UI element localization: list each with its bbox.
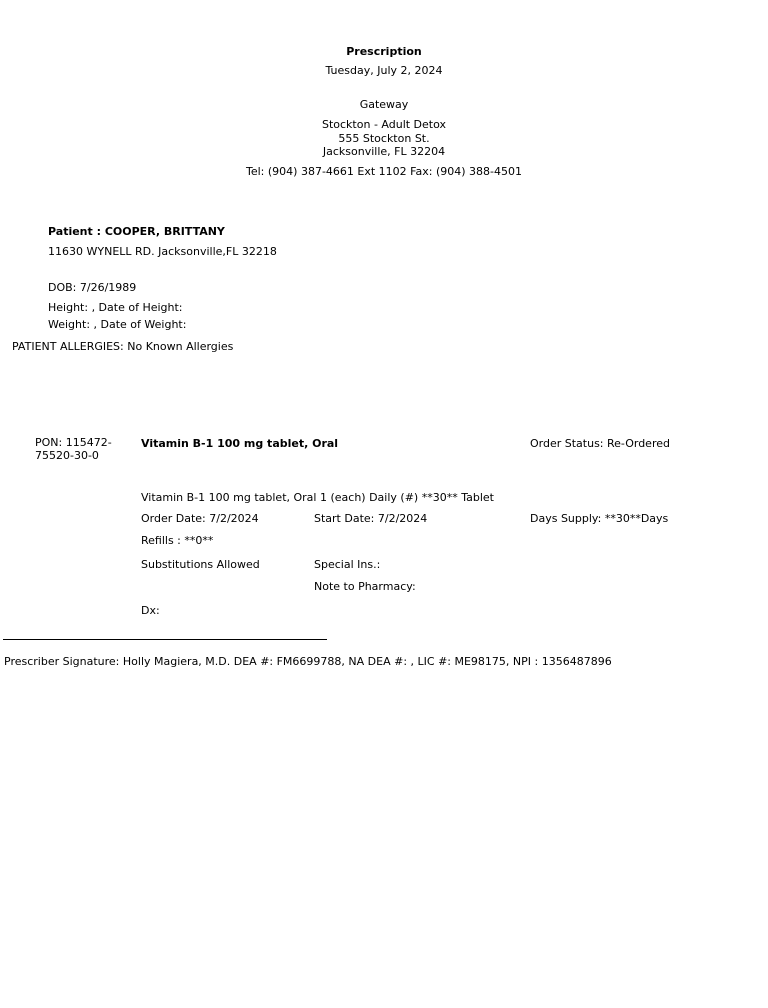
signature-line — [3, 639, 327, 640]
drug-name: Vitamin B-1 100 mg tablet, Oral — [141, 437, 339, 450]
patient-weight: Weight: , Date of Weight: — [48, 318, 187, 331]
pon-line2: 75520-30-0 — [35, 449, 99, 462]
facility-contact: Tel: (904) 387-4661 Ext 1102 Fax: (904) 388-4501 — [246, 165, 522, 178]
days-supply: Days Supply: **30**Days — [530, 512, 669, 525]
special-instructions: Special Ins.: — [314, 558, 381, 571]
prescription-date: Tuesday, July 2, 2024 — [325, 64, 443, 77]
patient-name: Patient : COOPER, BRITTANY — [48, 225, 225, 238]
facility-address-line1: 555 Stockton St. — [338, 132, 430, 145]
prescriber-signature: Prescriber Signature: Holly Magiera, M.D. DEA #: FM6699788, NA DEA #: , LIC #: ME98175, NPI : 1356487896 — [4, 655, 612, 668]
note-to-pharmacy: Note to Pharmacy: — [314, 580, 416, 593]
substitutions: Substitutions Allowed — [141, 558, 260, 571]
order-date: Order Date: 7/2/2024 — [141, 512, 259, 525]
patient-dob: DOB: 7/26/1989 — [48, 281, 137, 294]
facility-name: Stockton - Adult Detox — [321, 118, 447, 131]
document-title: Prescription — [346, 45, 422, 58]
patient-height: Height: , Date of Height: — [48, 301, 183, 314]
refills: Refills : **0** — [141, 534, 214, 547]
patient-address: 11630 WYNELL RD. Jacksonville,FL 32218 — [48, 245, 277, 258]
pon-line1: PON: 115472- — [35, 436, 112, 449]
patient-allergies: PATIENT ALLERGIES: No Known Allergies — [12, 340, 234, 353]
order-status: Order Status: Re-Ordered — [530, 437, 670, 450]
sig-text: Vitamin B-1 100 mg tablet, Oral 1 (each) Daily (#) **30** Tablet — [141, 491, 494, 504]
diagnosis: Dx: — [141, 604, 160, 617]
start-date: Start Date: 7/2/2024 — [314, 512, 428, 525]
facility-address-line2: Jacksonville, FL 32204 — [322, 145, 446, 158]
organization-name: Gateway — [359, 98, 409, 111]
